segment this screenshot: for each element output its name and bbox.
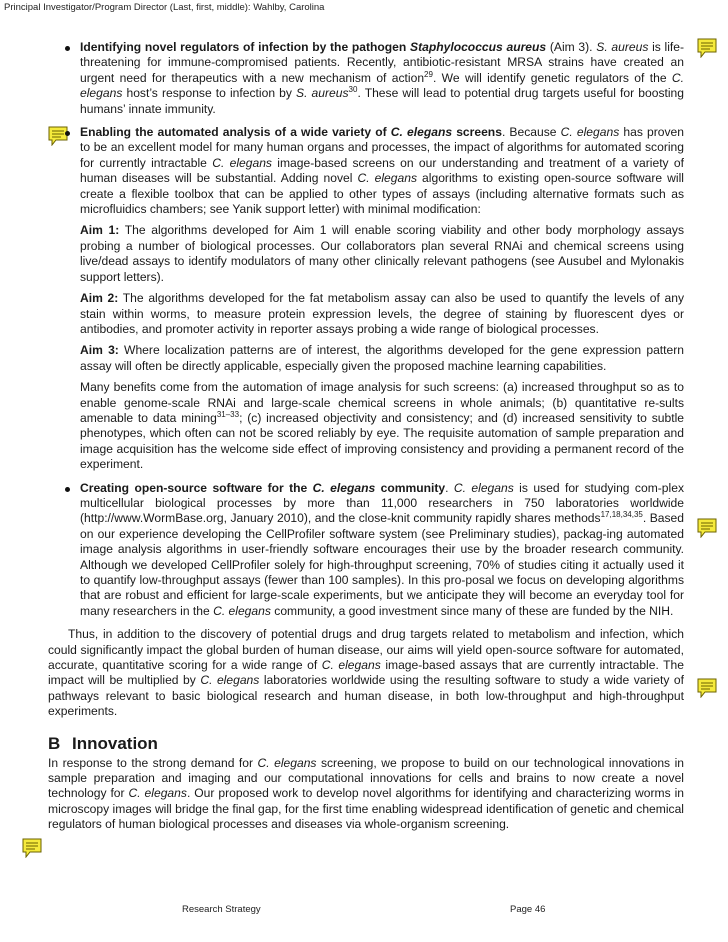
text-run: C. elegans (321, 658, 381, 673)
aim-text: The algorithms developed for Aim 1 will enable scoring viability and other body morphology assays probing a number of biological processes. Our collaborators plan several RNAi and chemical screens using live/dead assays to identify modulators of many other clinically relevant pathogens (see Ausubel and Mylonakis support letters). (80, 223, 684, 284)
text-run: is used for studying com-plex multicellular biological processes by more than 11,000 researchers in 750 laboratories worldwide (http://www.WormBase.org, January 2010), and the close-knit community rapidly shares methods (80, 480, 684, 526)
text-run: laboratories worldwide using the resulting software to study a wide variety of pathways relevant to basic biological research and human disease, in both low-throughput and high-throughput experiments. (48, 673, 684, 719)
text-run: host’s response to infection by (122, 86, 297, 101)
text-run: (Aim 3). (546, 40, 597, 54)
bullet-dot (65, 131, 70, 136)
text-run: . We will identify genetic regulators of the (432, 70, 672, 85)
text-run: S. aureus (296, 86, 349, 101)
bullet-automated-analysis (48, 125, 684, 473)
text-run: Many benefits come from the automation of image analysis for such screens: (a) increased throughput so as to enable genome-scale RNAi and large-scale chemical screens in whole animals; (b) quantitative re-sults amenable to data mining (80, 380, 684, 425)
text-run: is life-threatening for immune-compromised patients. Recently, antibiotic-resistant MRSA strains have created an urgent need for therapeutics with a new mechanism of action (80, 40, 685, 85)
aim-label: Aim 1: (80, 223, 120, 238)
aim-text: The algorithms developed for the fat metabolism assay can also be used to quantify the levels of any stain within worms, to measure protein expression levels, the degree of staining by fluorescent dyes or antibodies, and promoter activity in reporter assays probing a wide range of biological processes. (80, 291, 685, 336)
footer-page-number: Page 46 (510, 904, 546, 915)
citation-ref: 29 (424, 69, 433, 79)
bullet-dot (65, 487, 70, 492)
comment-note-icon[interactable] (697, 38, 717, 58)
bullet-title-italic: C. elegans (390, 125, 453, 140)
bullet-title: Identifying novel regulators of infection by the pathogen (80, 40, 411, 54)
bullet-title-italic: Staphylococcus aureus (410, 40, 547, 54)
document-body (48, 40, 684, 833)
footer-section: Research Strategy (182, 904, 261, 915)
aim-label: Aim 3: (80, 343, 119, 358)
bullet-dot (65, 46, 70, 51)
text-run: image-based assays that are currently intractable. The impact will be multiplied by (48, 658, 684, 688)
text-run: . Our proposed work to develop novel algorithms for identifying and characterizing worms in microscopy images will bridge the final gap, for the first time enabling widespread identification of genetic and chemical regulators of human biological processes and diseases via whole-organism screening. (48, 786, 684, 832)
citation-ref: 31–33 (216, 409, 240, 419)
aim-label: Aim 2: (80, 291, 119, 306)
text-run: Thus, in addition to the discovery of potential drugs and drug targets related to metabolism and infection, which could significantly impact the global burden of human disease, our aims will yield open-source software for automated, accurate, quantitative scoring for a wide range of (48, 627, 684, 673)
comment-note-icon[interactable] (22, 838, 42, 858)
comment-note-icon[interactable] (697, 678, 717, 698)
text-run: C. elegans (200, 673, 260, 688)
summary-paragraph (48, 627, 684, 719)
text-run: C. elegans (357, 171, 417, 186)
text-run: . These will lead to potential drug targets useful for boosting humans’ innate immunity. (80, 86, 684, 116)
citation-ref: 30 (348, 85, 358, 95)
text-run: screening, we propose to build on our technological innovations in sample preparation and imaging and our computational innovations for cells and brains to now create a novel technology for (48, 755, 684, 801)
aim2-paragraph (80, 291, 684, 337)
text-run: ; (c) increased objectivity and consistency; and (d) increased sensitivity to subtle phenotypes, which often can not be scored reliably by eye. The requisite automation of sample preparation and image acquisition has the welcome side effect of improving consistency and providing a permanent record of the experiment. (80, 410, 684, 472)
bullet-title: screens (452, 125, 502, 140)
innovation-paragraph (48, 756, 684, 833)
bullet-title: Enabling the automated analysis of a wide variety of (80, 125, 391, 140)
bullet-title-italic: C. elegans (312, 480, 376, 495)
bullet-title: community (375, 480, 446, 495)
aim3-paragraph (80, 343, 684, 374)
section-number: B (48, 733, 61, 753)
aim-text: Where localization patterns are of interest, the algorithms developed for the gene expression pattern assay will often be directly applicable, especially given the proposed machine learning capabilities. (80, 343, 684, 373)
comment-note-icon[interactable] (697, 518, 717, 538)
aim1-paragraph (80, 223, 684, 285)
citation-ref: 17,18,34,35 (600, 510, 643, 520)
section-title: Innovation (72, 733, 158, 753)
text-run: . Because (501, 125, 561, 140)
benefits-paragraph (80, 380, 684, 472)
text-run: . (445, 480, 454, 495)
bullet-open-source (48, 481, 684, 620)
text-run: C. elegans (212, 155, 272, 170)
text-run: C. elegans (257, 755, 317, 770)
text-run: algorithms to existing open-source software will create a flexible toolbox that can be applied to other types of assays (including alternative formats such as microfluidics chambers; see Yanik support letter) with minimal modification: (80, 171, 684, 217)
text-run: S. aureus (596, 40, 649, 54)
text-run: C. elegans (560, 125, 620, 140)
text-run: C. elegans (453, 480, 514, 495)
bullet-regulators-infection (48, 40, 684, 117)
text-run: C. elegans (213, 603, 271, 618)
text-run: In response to the strong demand for (48, 755, 258, 770)
text-run: community, a good investment since many of these are funded by the NIH. (270, 603, 674, 618)
text-run: . Based on our experience developing the CellProfiler software system (see Preliminary studies), packag-ing automated image analysis algorithms in user-friendly software encourages their use by the broader research community. Although we developed CellProfiler solely for high-throughput screening, 70% of studies citing it actually used it to quantify low-throughput assays (fewer than 100 samples). In this pro-posal we focus on developing algorithms that are robust and efficient for large-scale experiments, but we anticipate they will become an everyday tool for many researchers in the (80, 511, 684, 618)
text-run: image-based screens on our understanding and treatment of a variety of human diseases will be substantial. Adding novel (80, 155, 684, 186)
text-run: C. elegans (80, 70, 684, 101)
bullet-title: Creating open-source software for the (80, 480, 313, 495)
text-run: has proven to be an excellent model for many human organs and processes, the impact of algorithms for automated scoring for currently intractable (80, 125, 685, 170)
text-run: C. elegans (128, 786, 187, 801)
section-heading-innovation (48, 734, 684, 754)
page-header-pi: Principal Investigator/Program Director (Last, first, middle): Wahlby, Carolina (4, 2, 325, 13)
